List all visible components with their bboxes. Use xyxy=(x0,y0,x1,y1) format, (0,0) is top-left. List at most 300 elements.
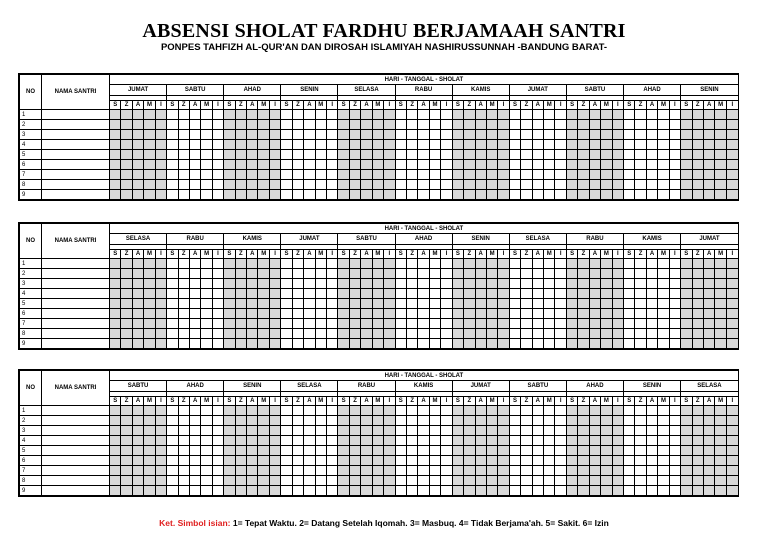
attendance-cell[interactable] xyxy=(155,160,166,170)
attendance-cell[interactable] xyxy=(715,130,726,140)
attendance-cell[interactable] xyxy=(452,446,463,456)
attendance-cell[interactable] xyxy=(703,416,714,426)
attendance-cell[interactable] xyxy=(349,269,360,279)
attendance-cell[interactable] xyxy=(361,190,372,200)
attendance-cell[interactable] xyxy=(646,299,657,309)
attendance-cell[interactable] xyxy=(212,190,223,200)
attendance-cell[interactable] xyxy=(327,120,338,130)
attendance-cell[interactable] xyxy=(486,406,497,416)
attendance-cell[interactable] xyxy=(429,150,440,160)
attendance-cell[interactable] xyxy=(726,466,738,476)
attendance-cell[interactable] xyxy=(715,466,726,476)
attendance-cell[interactable] xyxy=(338,309,349,319)
attendance-cell[interactable] xyxy=(509,289,520,299)
attendance-cell[interactable] xyxy=(441,309,452,319)
attendance-cell[interactable] xyxy=(566,259,577,269)
attendance-cell[interactable] xyxy=(544,416,555,426)
attendance-cell[interactable] xyxy=(201,456,212,466)
attendance-cell[interactable] xyxy=(155,456,166,466)
attendance-cell[interactable] xyxy=(532,416,543,426)
attendance-cell[interactable] xyxy=(578,150,589,160)
attendance-cell[interactable] xyxy=(464,190,475,200)
attendance-cell[interactable] xyxy=(281,456,292,466)
attendance-cell[interactable] xyxy=(623,170,634,180)
attendance-cell[interactable] xyxy=(212,180,223,190)
attendance-cell[interactable] xyxy=(475,339,486,349)
attendance-cell[interactable] xyxy=(132,339,143,349)
attendance-cell[interactable] xyxy=(578,180,589,190)
attendance-cell[interactable] xyxy=(224,120,235,130)
attendance-cell[interactable] xyxy=(372,329,383,339)
attendance-cell[interactable] xyxy=(566,190,577,200)
attendance-cell[interactable] xyxy=(247,476,258,486)
attendance-cell[interactable] xyxy=(555,436,566,446)
attendance-cell[interactable] xyxy=(372,269,383,279)
attendance-cell[interactable] xyxy=(429,329,440,339)
attendance-cell[interactable] xyxy=(155,486,166,496)
attendance-cell[interactable] xyxy=(178,456,189,466)
attendance-cell[interactable] xyxy=(167,299,178,309)
attendance-cell[interactable] xyxy=(406,190,417,200)
attendance-cell[interactable] xyxy=(418,269,429,279)
attendance-cell[interactable] xyxy=(669,180,680,190)
attendance-cell[interactable] xyxy=(658,406,669,416)
attendance-cell[interactable] xyxy=(144,269,155,279)
attendance-cell[interactable] xyxy=(509,416,520,426)
attendance-cell[interactable] xyxy=(132,299,143,309)
attendance-cell[interactable] xyxy=(144,436,155,446)
attendance-cell[interactable] xyxy=(132,160,143,170)
attendance-cell[interactable] xyxy=(509,279,520,289)
attendance-cell[interactable] xyxy=(189,319,200,329)
attendance-cell[interactable] xyxy=(532,329,543,339)
attendance-cell[interactable] xyxy=(327,110,338,120)
attendance-cell[interactable] xyxy=(498,416,509,426)
attendance-cell[interactable] xyxy=(703,446,714,456)
attendance-cell[interactable] xyxy=(349,289,360,299)
attendance-cell[interactable] xyxy=(167,466,178,476)
attendance-cell[interactable] xyxy=(418,476,429,486)
attendance-cell[interactable] xyxy=(578,436,589,446)
attendance-cell[interactable] xyxy=(212,279,223,289)
attendance-cell[interactable] xyxy=(144,339,155,349)
attendance-cell[interactable] xyxy=(121,329,132,339)
attendance-cell[interactable] xyxy=(292,456,303,466)
attendance-cell[interactable] xyxy=(521,406,532,416)
attendance-cell[interactable] xyxy=(521,120,532,130)
attendance-cell[interactable] xyxy=(601,259,612,269)
attendance-cell[interactable] xyxy=(703,279,714,289)
attendance-cell[interactable] xyxy=(110,436,121,446)
attendance-cell[interactable] xyxy=(361,319,372,329)
attendance-cell[interactable] xyxy=(669,289,680,299)
attendance-cell[interactable] xyxy=(441,446,452,456)
attendance-cell[interactable] xyxy=(589,279,600,289)
attendance-cell[interactable] xyxy=(601,466,612,476)
attendance-cell[interactable] xyxy=(418,110,429,120)
attendance-cell[interactable] xyxy=(281,160,292,170)
attendance-cell[interactable] xyxy=(418,456,429,466)
attendance-cell[interactable] xyxy=(464,150,475,160)
attendance-cell[interactable] xyxy=(715,486,726,496)
attendance-cell[interactable] xyxy=(703,160,714,170)
attendance-cell[interactable] xyxy=(384,140,395,150)
attendance-cell[interactable] xyxy=(224,190,235,200)
attendance-cell[interactable] xyxy=(635,190,646,200)
attendance-cell[interactable] xyxy=(327,150,338,160)
attendance-cell[interactable] xyxy=(304,180,315,190)
attendance-cell[interactable] xyxy=(475,319,486,329)
santri-name-cell[interactable] xyxy=(42,150,110,160)
attendance-cell[interactable] xyxy=(292,309,303,319)
attendance-cell[interactable] xyxy=(429,279,440,289)
attendance-cell[interactable] xyxy=(681,160,692,170)
santri-name-cell[interactable] xyxy=(42,446,110,456)
attendance-cell[interactable] xyxy=(418,446,429,456)
attendance-cell[interactable] xyxy=(703,476,714,486)
attendance-cell[interactable] xyxy=(406,426,417,436)
attendance-cell[interactable] xyxy=(475,486,486,496)
attendance-cell[interactable] xyxy=(372,319,383,329)
attendance-cell[interactable] xyxy=(601,289,612,299)
attendance-cell[interactable] xyxy=(292,269,303,279)
attendance-cell[interactable] xyxy=(315,319,326,329)
attendance-cell[interactable] xyxy=(703,339,714,349)
attendance-cell[interactable] xyxy=(464,416,475,426)
attendance-cell[interactable] xyxy=(578,289,589,299)
attendance-cell[interactable] xyxy=(441,466,452,476)
attendance-cell[interactable] xyxy=(155,190,166,200)
attendance-cell[interactable] xyxy=(406,110,417,120)
attendance-cell[interactable] xyxy=(452,436,463,446)
attendance-cell[interactable] xyxy=(110,120,121,130)
attendance-cell[interactable] xyxy=(589,319,600,329)
attendance-cell[interactable] xyxy=(578,160,589,170)
attendance-cell[interactable] xyxy=(475,299,486,309)
attendance-cell[interactable] xyxy=(418,426,429,436)
attendance-cell[interactable] xyxy=(566,446,577,456)
attendance-cell[interactable] xyxy=(338,406,349,416)
attendance-cell[interactable] xyxy=(372,289,383,299)
attendance-cell[interactable] xyxy=(703,486,714,496)
attendance-cell[interactable] xyxy=(544,170,555,180)
attendance-cell[interactable] xyxy=(566,339,577,349)
attendance-cell[interactable] xyxy=(281,130,292,140)
attendance-cell[interactable] xyxy=(132,466,143,476)
attendance-cell[interactable] xyxy=(681,426,692,436)
attendance-cell[interactable] xyxy=(292,170,303,180)
attendance-cell[interactable] xyxy=(486,309,497,319)
attendance-cell[interactable] xyxy=(212,446,223,456)
attendance-cell[interactable] xyxy=(418,170,429,180)
attendance-cell[interactable] xyxy=(635,406,646,416)
attendance-cell[interactable] xyxy=(395,160,406,170)
attendance-cell[interactable] xyxy=(349,329,360,339)
attendance-cell[interactable] xyxy=(452,416,463,426)
attendance-cell[interactable] xyxy=(395,110,406,120)
attendance-cell[interactable] xyxy=(498,190,509,200)
attendance-cell[interactable] xyxy=(110,329,121,339)
attendance-cell[interactable] xyxy=(646,446,657,456)
attendance-cell[interactable] xyxy=(121,466,132,476)
attendance-cell[interactable] xyxy=(589,170,600,180)
attendance-cell[interactable] xyxy=(452,150,463,160)
attendance-cell[interactable] xyxy=(658,456,669,466)
attendance-cell[interactable] xyxy=(703,289,714,299)
attendance-cell[interactable] xyxy=(304,110,315,120)
attendance-cell[interactable] xyxy=(589,299,600,309)
attendance-cell[interactable] xyxy=(372,456,383,466)
attendance-cell[interactable] xyxy=(692,110,703,120)
attendance-cell[interactable] xyxy=(110,160,121,170)
attendance-cell[interactable] xyxy=(212,140,223,150)
attendance-cell[interactable] xyxy=(578,466,589,476)
attendance-cell[interactable] xyxy=(658,436,669,446)
attendance-cell[interactable] xyxy=(349,486,360,496)
attendance-cell[interactable] xyxy=(144,416,155,426)
attendance-cell[interactable] xyxy=(395,329,406,339)
attendance-cell[interactable] xyxy=(418,339,429,349)
attendance-cell[interactable] xyxy=(669,309,680,319)
attendance-cell[interactable] xyxy=(658,150,669,160)
attendance-cell[interactable] xyxy=(224,160,235,170)
attendance-cell[interactable] xyxy=(189,426,200,436)
attendance-cell[interactable] xyxy=(669,329,680,339)
attendance-cell[interactable] xyxy=(384,446,395,456)
attendance-cell[interactable] xyxy=(418,319,429,329)
attendance-cell[interactable] xyxy=(121,180,132,190)
attendance-cell[interactable] xyxy=(235,299,246,309)
attendance-cell[interactable] xyxy=(578,476,589,486)
attendance-cell[interactable] xyxy=(646,426,657,436)
attendance-cell[interactable] xyxy=(167,279,178,289)
attendance-cell[interactable] xyxy=(338,456,349,466)
attendance-cell[interactable] xyxy=(315,329,326,339)
attendance-cell[interactable] xyxy=(372,406,383,416)
attendance-cell[interactable] xyxy=(681,110,692,120)
attendance-cell[interactable] xyxy=(498,436,509,446)
attendance-cell[interactable] xyxy=(612,456,623,466)
attendance-cell[interactable] xyxy=(338,446,349,456)
attendance-cell[interactable] xyxy=(703,436,714,446)
attendance-cell[interactable] xyxy=(658,416,669,426)
attendance-cell[interactable] xyxy=(361,416,372,426)
attendance-cell[interactable] xyxy=(589,446,600,456)
santri-name-cell[interactable] xyxy=(42,170,110,180)
attendance-cell[interactable] xyxy=(304,309,315,319)
attendance-cell[interactable] xyxy=(623,180,634,190)
attendance-cell[interactable] xyxy=(486,279,497,289)
attendance-cell[interactable] xyxy=(486,416,497,426)
attendance-cell[interactable] xyxy=(486,110,497,120)
attendance-cell[interactable] xyxy=(658,160,669,170)
attendance-cell[interactable] xyxy=(384,180,395,190)
attendance-cell[interactable] xyxy=(110,150,121,160)
attendance-cell[interactable] xyxy=(555,339,566,349)
attendance-cell[interactable] xyxy=(418,309,429,319)
attendance-cell[interactable] xyxy=(269,466,280,476)
attendance-cell[interactable] xyxy=(612,269,623,279)
attendance-cell[interactable] xyxy=(235,130,246,140)
attendance-cell[interactable] xyxy=(269,446,280,456)
attendance-cell[interactable] xyxy=(406,120,417,130)
attendance-cell[interactable] xyxy=(441,426,452,436)
attendance-cell[interactable] xyxy=(464,486,475,496)
attendance-cell[interactable] xyxy=(292,466,303,476)
attendance-cell[interactable] xyxy=(612,319,623,329)
attendance-cell[interactable] xyxy=(669,406,680,416)
attendance-cell[interactable] xyxy=(144,309,155,319)
attendance-cell[interactable] xyxy=(532,339,543,349)
attendance-cell[interactable] xyxy=(258,456,269,466)
attendance-cell[interactable] xyxy=(349,160,360,170)
attendance-cell[interactable] xyxy=(292,279,303,289)
attendance-cell[interactable] xyxy=(441,486,452,496)
attendance-cell[interactable] xyxy=(555,259,566,269)
attendance-cell[interactable] xyxy=(384,299,395,309)
attendance-cell[interactable] xyxy=(486,269,497,279)
santri-name-cell[interactable] xyxy=(42,339,110,349)
attendance-cell[interactable] xyxy=(361,476,372,486)
attendance-cell[interactable] xyxy=(281,486,292,496)
attendance-cell[interactable] xyxy=(304,476,315,486)
attendance-cell[interactable] xyxy=(544,160,555,170)
attendance-cell[interactable] xyxy=(281,466,292,476)
attendance-cell[interactable] xyxy=(681,466,692,476)
attendance-cell[interactable] xyxy=(144,259,155,269)
attendance-cell[interactable] xyxy=(486,476,497,486)
attendance-cell[interactable] xyxy=(327,160,338,170)
attendance-cell[interactable] xyxy=(589,436,600,446)
attendance-cell[interactable] xyxy=(681,309,692,319)
attendance-cell[interactable] xyxy=(315,436,326,446)
attendance-cell[interactable] xyxy=(612,476,623,486)
attendance-cell[interactable] xyxy=(418,406,429,416)
attendance-cell[interactable] xyxy=(167,436,178,446)
attendance-cell[interactable] xyxy=(669,120,680,130)
attendance-cell[interactable] xyxy=(566,319,577,329)
attendance-cell[interactable] xyxy=(589,180,600,190)
attendance-cell[interactable] xyxy=(646,150,657,160)
attendance-cell[interactable] xyxy=(589,150,600,160)
attendance-cell[interactable] xyxy=(132,416,143,426)
attendance-cell[interactable] xyxy=(406,269,417,279)
attendance-cell[interactable] xyxy=(692,170,703,180)
attendance-cell[interactable] xyxy=(555,190,566,200)
attendance-cell[interactable] xyxy=(681,476,692,486)
attendance-cell[interactable] xyxy=(338,120,349,130)
attendance-cell[interactable] xyxy=(532,289,543,299)
attendance-cell[interactable] xyxy=(486,160,497,170)
attendance-cell[interactable] xyxy=(247,180,258,190)
attendance-cell[interactable] xyxy=(395,416,406,426)
attendance-cell[interactable] xyxy=(247,160,258,170)
attendance-cell[interactable] xyxy=(681,150,692,160)
attendance-cell[interactable] xyxy=(521,339,532,349)
attendance-cell[interactable] xyxy=(349,466,360,476)
attendance-cell[interactable] xyxy=(635,259,646,269)
attendance-cell[interactable] xyxy=(212,456,223,466)
attendance-cell[interactable] xyxy=(555,130,566,140)
attendance-cell[interactable] xyxy=(121,319,132,329)
attendance-cell[interactable] xyxy=(269,289,280,299)
attendance-cell[interactable] xyxy=(441,406,452,416)
attendance-cell[interactable] xyxy=(304,120,315,130)
attendance-cell[interactable] xyxy=(703,466,714,476)
attendance-cell[interactable] xyxy=(281,120,292,130)
attendance-cell[interactable] xyxy=(338,259,349,269)
attendance-cell[interactable] xyxy=(612,309,623,319)
attendance-cell[interactable] xyxy=(475,466,486,476)
attendance-cell[interactable] xyxy=(178,150,189,160)
attendance-cell[interactable] xyxy=(406,279,417,289)
attendance-cell[interactable] xyxy=(566,160,577,170)
attendance-cell[interactable] xyxy=(532,466,543,476)
attendance-cell[interactable] xyxy=(395,486,406,496)
attendance-cell[interactable] xyxy=(498,456,509,466)
attendance-cell[interactable] xyxy=(178,426,189,436)
attendance-cell[interactable] xyxy=(703,406,714,416)
attendance-cell[interactable] xyxy=(121,456,132,466)
attendance-cell[interactable] xyxy=(132,190,143,200)
attendance-cell[interactable] xyxy=(452,130,463,140)
attendance-cell[interactable] xyxy=(167,456,178,466)
attendance-cell[interactable] xyxy=(715,456,726,466)
attendance-cell[interactable] xyxy=(395,140,406,150)
attendance-cell[interactable] xyxy=(623,259,634,269)
attendance-cell[interactable] xyxy=(110,130,121,140)
attendance-cell[interactable] xyxy=(658,140,669,150)
attendance-cell[interactable] xyxy=(635,120,646,130)
attendance-cell[interactable] xyxy=(715,190,726,200)
attendance-cell[interactable] xyxy=(189,416,200,426)
attendance-cell[interactable] xyxy=(258,259,269,269)
attendance-cell[interactable] xyxy=(464,160,475,170)
attendance-cell[interactable] xyxy=(224,170,235,180)
attendance-cell[interactable] xyxy=(258,180,269,190)
attendance-cell[interactable] xyxy=(726,279,738,289)
attendance-cell[interactable] xyxy=(429,339,440,349)
attendance-cell[interactable] xyxy=(121,309,132,319)
attendance-cell[interactable] xyxy=(623,120,634,130)
santri-name-cell[interactable] xyxy=(42,190,110,200)
attendance-cell[interactable] xyxy=(646,140,657,150)
attendance-cell[interactable] xyxy=(327,456,338,466)
attendance-cell[interactable] xyxy=(178,339,189,349)
attendance-cell[interactable] xyxy=(201,436,212,446)
attendance-cell[interactable] xyxy=(224,269,235,279)
attendance-cell[interactable] xyxy=(521,150,532,160)
attendance-cell[interactable] xyxy=(201,279,212,289)
attendance-cell[interactable] xyxy=(281,436,292,446)
attendance-cell[interactable] xyxy=(292,329,303,339)
attendance-cell[interactable] xyxy=(509,120,520,130)
attendance-cell[interactable] xyxy=(144,170,155,180)
attendance-cell[interactable] xyxy=(521,140,532,150)
attendance-cell[interactable] xyxy=(726,259,738,269)
attendance-cell[interactable] xyxy=(361,426,372,436)
attendance-cell[interactable] xyxy=(247,339,258,349)
attendance-cell[interactable] xyxy=(132,486,143,496)
attendance-cell[interactable] xyxy=(464,406,475,416)
attendance-cell[interactable] xyxy=(110,476,121,486)
attendance-cell[interactable] xyxy=(612,160,623,170)
santri-name-cell[interactable] xyxy=(42,329,110,339)
attendance-cell[interactable] xyxy=(475,446,486,456)
attendance-cell[interactable] xyxy=(132,476,143,486)
attendance-cell[interactable] xyxy=(361,446,372,456)
attendance-cell[interactable] xyxy=(304,150,315,160)
